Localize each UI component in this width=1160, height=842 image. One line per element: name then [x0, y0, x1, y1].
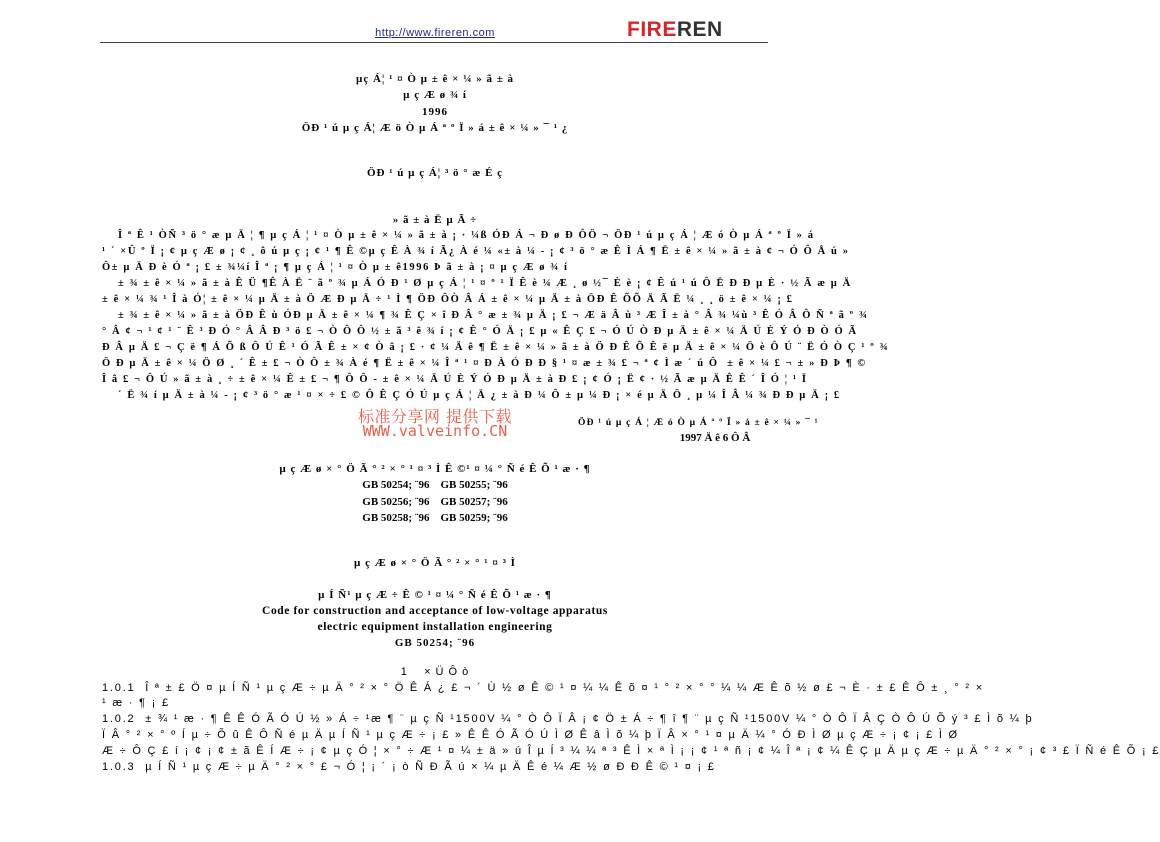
- body-line: ± ¾ ± ê × ¼ » ã ± à ÖÐ Ê ù ÓÐ µ Ä ± ê × ¼ ¶ ¾ Ê Ç × î Ð Â ° æ ± ¾ µ Ä ¡ £ ¬ Æ ä Â ù ³ Æ Î ± à ° Â ¾ ¼ù ³ Ê Ó Â Ô Ñ ª ã º ¾: [118, 310, 869, 321]
- doc-title-line4: ÖÐ ¹ ú µ ç Á¦ Æ ö Ò µ Á ª º Ï » á ± ê × ¼ » ¯ ¹ ¿: [301, 122, 569, 134]
- chapter-heading: 1 × Ü Ô ò: [400, 666, 470, 678]
- contents-row: GB 50258; ¨96 GB 50259; ¨96: [362, 512, 508, 524]
- watermark-url: WWW.valveinfo.CN: [362, 422, 508, 440]
- body-line: ± ê × ¼ ¾ ¹ Î à Ó¦ ± ê × ¼ µ Ä ± à Ö Æ Ð µ Ä ÷ ¹ Ì ¶ ÖÐ ÔÒ Â Á ± ê × ¼ µ Ä ± à ÖÐ Ê ÕÕ Ä Ã Ë ¼ ¸ ¸ ö ± ê × ¼ ¡ £: [102, 294, 794, 305]
- clause-continuation: Æ ÷ Ô Ç £ í ¡ ¢ ¡ ¢ ± ã Ê Í Æ ÷ ¡ ¢ µ ç Ó ¦ × ° ÷ Æ ¹ ¤ ¼ ± ä » ú Î µ Í ³ ¼ ¼ ª ³ Ê Ì × ª Ì ¡ ¡ ¢ ¹ ª ñ ¡ ¢ ¼ Î ª ¡ ¢ ¼ Ê Ç µ Ä µ ç Æ ÷ µ Ä ° ² × ° ¡ ¢ ³ £ Ï Ñ é Ê Õ ¡ £: [102, 745, 1160, 757]
- header-url-link[interactable]: http://www.fireren.com: [375, 27, 495, 39]
- body-line: Î â £ ¬ Ô Ú » ã ± à ¸ ÷ ± ê × ¼ Ê ± £ ¬ ¶ Ô Ô - ± ê × ¼ Ä Ú È Ý Ó Ð µ Ä ± à Ð £ ¡ ¢ Ó ¡ Ë ¢ · ½ Ã æ µ Ä Ê Ê ´ Î Ó ¦ ¹ Ï: [102, 374, 808, 385]
- doc-year: 1996: [422, 106, 448, 118]
- standard-series-title: µ ç Æ ø × ° Ö Ã ° ² × ° ¹ ¤ ³ Ì: [354, 557, 516, 569]
- doc-title-line2: µ ç Æ ø ¾ í: [403, 89, 467, 101]
- clause-1-0-3: 1.0.3 µ Í Ñ ¹ µ ç Æ ÷ µ Ä ° ² × ° £ ¬ Ó ¦ ¡ ´ ¡ ò Ñ Ð Ã ú × ¼ µ Ä Ê é ¼ Æ ½ ø Ð Ð Ê © ¹ ¤ ¡ £: [102, 761, 716, 773]
- clause-1-0-2: 1.0.2 ± ¾ ¹ æ · ¶ Ê Ê Ó Ã Ó Ú ½ » Á ÷ ¹æ ¶ ¨ µ ç Ñ ¹1500V ¼ ° Ò Ô Ï Â ¡ ¢ Ö ± Á ÷ ¶ î ¶ ¨ µ ç Ñ ¹1500V ¼ ° Ò Ô Ï Â Ç Ò Ô Ú Õ ý ³ £ Ì õ ¼ þ: [102, 713, 1034, 725]
- standard-english-title-line1: Code for construction and acceptance of low-voltage apparatus: [262, 605, 608, 617]
- body-line: ´ Ë ¾ í µ Ä ± à ¼ - ¡ ¢ ³ ö ° æ ¹ ¤ × ÷ £ © Ô Ê Ç Ó Ú µ ç Á ¦ Ä ¿ ± à Ð ¼ Ô ± µ ¼ Ð ¡ × é µ Ä Ö ¸ µ ¼ Î Â ¼ ¾ Ð Ð µ Ä ¡ £: [118, 390, 841, 401]
- publisher-name: ÖÐ ¹ ú µ ç Á¦ ³ ö ° æ É ç: [366, 167, 504, 179]
- contents-row: GB 50256; ¨96 GB 50257; ¨96: [362, 496, 508, 508]
- signature-date: 1997 Ä ê 6 Ô Â: [679, 432, 751, 444]
- standard-code: GB 50254; ¨96: [394, 637, 476, 649]
- clause-continuation: Ï Â ° ² × ° º Í µ ÷ Õ û Ê Ô Ñ é µ Ä µ Í Ñ ¹ µ ç Æ ÷ ¡ £ » Ê Ê Ó Ã Ó Ú Ì Ø Ê â Ì õ ¼ þ Ï Â × ° ¹ ¤ µ Ä ¼ ° Ó Ð Ì Ø µ ç Æ ÷ ¡ ¢ ¡ £ Ì Ø: [102, 729, 959, 741]
- standard-english-title-line2: electric equipment installation engineering: [317, 621, 553, 633]
- doc-title-line1: µç Á¦ ¹ ¤ Ò µ ± ê × ¼ » ã ± à: [355, 73, 514, 85]
- body-line: Î ª Ê ¹ ÒÑ ³ ö ° æ µ Ä ¦ ¶ µ ç Á ¦ ¹ ¤ Ò µ ± ê × ¼ » ã ± à ¡ · ¼ß ÓÐ Á ¬ Ð ø Ð ÔÖ ¬ ÖÐ ¹ ú µ ç Á ¦ Æ ó Ò µ Á ª º Ï » á: [118, 230, 815, 241]
- clause-1-0-1: 1.0.1 Î ª ± £ Ö ¤ µ Í Ñ ¹ µ ç Æ ÷ µ Ä ° ² × ° Ö Ê Á ¿ £ ¬ ´ Ù ½ ø Ê © ¹ ¤ ¼ ¼ Ê õ ¤ ¹ ° ² × ° ° ¼ ¼ Æ Ê õ ½ ø £ ¬ È · ± £ Ê Ô ± ¸ ° ² ×: [102, 682, 984, 694]
- standard-name: µ Í Ñ¹ µ ç Æ ÷ Ê © ¹ ¤ ¼ ° Ñ é Ê Õ ¹ æ · ¶: [318, 589, 552, 601]
- signature-org: ÖÐ ¹ ú µ ç Á ¦ Æ ó Ò µ Á ª º Ï » á ± ê × ¼ » ¯ ¹: [578, 418, 819, 428]
- body-line: Ô± µ Ä Ð è Ó ª ¡ £ ± ¾¼í Î ª ¡ ¶ µ ç Á ¦ ¹ ¤ Ò µ ± ê1996 Þ ã ± à ¡ ¤ µ ç Æ ø ¾ í: [102, 262, 569, 273]
- body-line: Ö Ð µ Ä ± ê × ¼ Ö Ø ¸ ´ Ê ± £ ¬ Ò Ô ± ¾ À é ¶ Ë ± ê × ¼ Î ª ¹ ¤ Ð À Ó Ð Ð § ¹ ¤ æ ± ¾ £ ¬ ª ¢ Ì æ ´ ú Ô ± ê × ¼ £ ¬ ± » Ð Þ ¶ ©: [102, 358, 867, 369]
- header-divider: [100, 42, 768, 43]
- clause-continuation: ¹ æ · ¶ ¡ £: [102, 697, 170, 709]
- fireren-logo: FIREREN: [627, 18, 723, 41]
- body-line: ° Â ¢ ¬ ¹ ¢ ¹ ¨ Ê ³ Ð Ó ° Â Â Ð ³ ö £ ¬ Ò Ô Ô ½ ± ã ³ ê ¾ í ¡ ¢ Ê ° Ó Ä ¡ £ µ « Ê Ç £ ¬ Ó Ú Ò Ð µ Ä ± ê × ¼ Ä Ú È Ý Ó Ð Ò Ó Ã: [102, 326, 858, 337]
- watermark-text: 标准分享网 提供下载: [357, 407, 513, 426]
- body-line: ¹ ´ ×Û º Ï ¡ ¢ µ ç Æ ø ¡ ¢ ¸ ô ú µ ç ¡ ¢ ¹ ¶ Ê ©µ ç Ê À ¾ í Ã¿ À é ¼ «± à ¼ - ¡ ¢ ³ ö ° æ Ê Ì Á ¶ Ë ± ê × ¼ » ã ± à ¢ ¬ Ó Ô Å ú »: [102, 246, 850, 257]
- contents-row: GB 50254; ¨96 GB 50255; ¨96: [362, 479, 508, 491]
- body-line: Ð Â µ Ä £ ¬ Ç ë ¶ Á Õ ß Ô Ú Ê ¹ Ó Ã Ê ± × ¢ Ò â ¡ £ · ¢ ¼ Ä ê ¶ Ë ± ê × ¼ » ã ± à Ö Ð Ê Õ Ê ë µ Ä ± ê × ¼ Ö è Ô Ú ¨ Ë Ó Ò Ç ¹ º ¾: [102, 342, 890, 353]
- section-heading: » ã ± à Ë µ Ã ÷: [392, 214, 478, 226]
- body-line: ± ¾ ± ê × ¼ » ã ± à Ê Ü ¶Ê À Ë ¨ ã º ¾ µ Á Ó Ð ¹ Ø µ ç Á ¦ ¹ ¤ º ¹ Ï Ê è ¼ Æ ¸ ø ½¯ È è ¡ ¢ Ê ú ¹ ú Ô Ë Ð Ð µ È · ½ Ã æ µ Ä: [118, 278, 852, 289]
- contents-heading: µ ç Æ ø × ° Ö Ã ° ² × ° ¹ ¤ ³ Ì Ê ©¹ ¤ ¼ ° Ñ é Ê Õ ¹ æ · ¶: [279, 463, 591, 475]
